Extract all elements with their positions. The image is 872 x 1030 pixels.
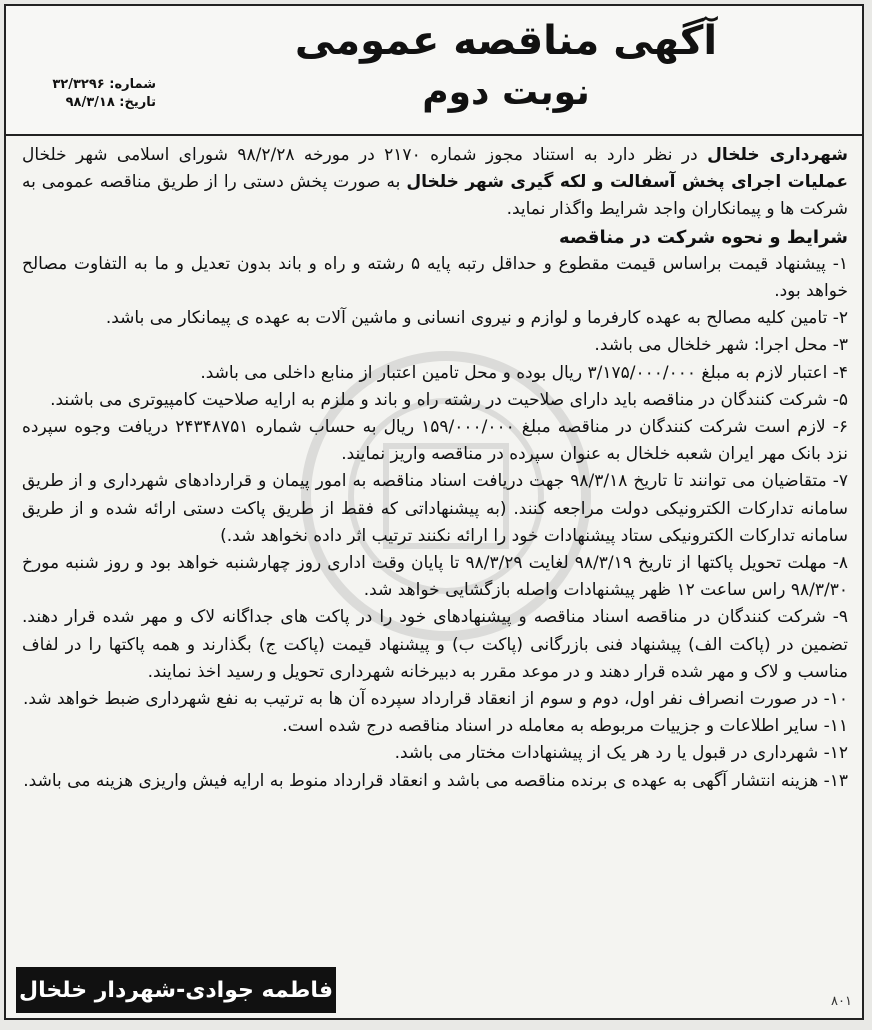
conditions-title: شرایط و نحوه شرکت در مناقصه	[559, 226, 848, 248]
condition-item: ۱۱- سایر اطلاعات و جزییات مربوطه به معامله در اسناد مناقصه درج شده است.	[282, 716, 848, 737]
intro-paragraph	[22, 142, 848, 224]
condition-item: ۱۳- هزینه انتشار آگهی به عهده ی برنده مناقصه می باشد و انعقاد قرارداد منوط به ارایه فیش واریزی هزینه می باشد.	[23, 770, 848, 791]
intro-org: شهرداری خلخال	[707, 145, 849, 165]
condition-item: ۷- متقاضیان می توانند تا تاریخ ۹۸/۳/۱۸ جهت دریافت اسناد مناقصه به امور پیمان و قراردادهای شهرداری و از طریق سامانه تدارکات الکترونیکی دولت مراجعه کنند. (به پیشنهاداتی که فقط از طریق پاکت دستی ارائه شده و از طریق سامانه تدارکات الکترونیکی ستاد پیشنهادات خود را ارائه نکنند ترتیب اثر داده نخواهد شد.)	[22, 471, 848, 546]
condition-item: ۲- تامین کلیه مصالح به عهده کارفرما و لوازم و نیروی انسانی و ماشین آلات به عهده ی پیمانکار می باشد.	[105, 308, 848, 329]
condition-item: ۱۲- شهرداری در قبول یا رد هر یک از پیشنهادات مختار می باشد.	[394, 743, 848, 764]
page-subtitle: نوبت دوم	[422, 72, 590, 113]
intro-project: عملیات اجرای پخش آسفالت و لکه گیری شهر خلخال	[406, 172, 848, 193]
condition-item: ۶- لازم است شرکت کنندگان در مناقصه مبلغ ۱۵۹/۰۰۰/۰۰۰ ریال به حساب شماره ۲۴۳۴۸۷۵۱ دریافت وجوه سپرده نزد بانک مهر ایران شعبه خلخال به عنوان سپرده در مناقصه واریز نمایند.	[22, 417, 848, 465]
condition-item: ۹- شرکت کنندگان در مناقصه اسناد مناقصه و پیشنهادهای خود را در پاکت های جداگانه لاک و مهر شده قرار دهند. تضمین در (پاکت الف) پیشنهاد فنی بازرگانی (پاکت ب) و پیشنهاد قیمت (پاکت ج) بگذارند و همه پاکتها را در لفاف مناسب و لاک و مهر شده قرار دهند و در موعد مقرر به دبیرخانه شهرداری تحویل و رسید اخذ نمایند.	[22, 607, 848, 682]
ad-meta	[16, 76, 156, 112]
condition-item: ۴- اعتبار لازم به مبلغ ۳/۱۷۵/۰۰۰/۰۰۰ ریال بوده و محل تامین اعتبار از منابع داخلی می باشد.	[200, 362, 848, 383]
condition-item: ۸- مهلت تحویل پاکتها از تاریخ ۹۸/۳/۱۹ لغایت ۹۸/۳/۲۹ تا پایان وقت اداری روز چهارشنبه خواهد بود و روز شنبه مورخ ۹۸/۳/۳۰ راس ساعت ۱۲ ظهر پیشنهادات واصله بازگشایی خواهد شد.	[22, 553, 848, 601]
signature-bar	[16, 967, 336, 1013]
condition-item: ۱- پیشنهاد قیمت براساس قیمت مقطوع و حداقل رتبه پایه ۵ رشته و راه و باند بدون تعدیل و ما به التفاوت مصالح خواهد بود.	[22, 253, 848, 302]
ad-body	[22, 142, 848, 795]
page-title: آگهی مناقصه عمومی	[294, 18, 718, 64]
condition-item: ۳- محل اجرا: شهر خلخال می باشد.	[594, 335, 848, 356]
signature-text: فاطمه جوادی-شهردار خلخال	[19, 977, 333, 1003]
intro-text-1: در نظر دارد به استناد مجوز شماره ۲۱۷۰ در مورخه ۹۸/۲/۲۸ شورای اسلامی شهر خلخال	[22, 145, 708, 165]
title-block	[156, 12, 856, 130]
intro-text-2: به صورت پخش دستی را از طریق مناقصه عمومی به شرکت ها و پیمانکاران واجد شرایط واگذار نماید.	[22, 172, 848, 220]
condition-item: ۵- شرکت کنندگان در مناقصه باید دارای صلاحیت در رشته راه و باند و ملزم به ارایه صلاحیت کامپیوتری می باشند.	[50, 389, 848, 410]
ad-date: تاریخ: ۹۸/۳/۱۸	[65, 95, 156, 110]
ad-number: شماره: ۳۲/۳۲۹۶	[52, 77, 156, 92]
ad-code: ۸۰۱	[831, 994, 852, 1009]
newspaper-ad	[4, 4, 864, 1020]
ad-header	[6, 6, 862, 136]
condition-item: ۱۰- در صورت انصراف نفر اول، دوم و سوم از انعقاد قرارداد سپرده آن ها به ترتیب به نفع شهرداری ضبط خواهد شد.	[23, 689, 848, 710]
